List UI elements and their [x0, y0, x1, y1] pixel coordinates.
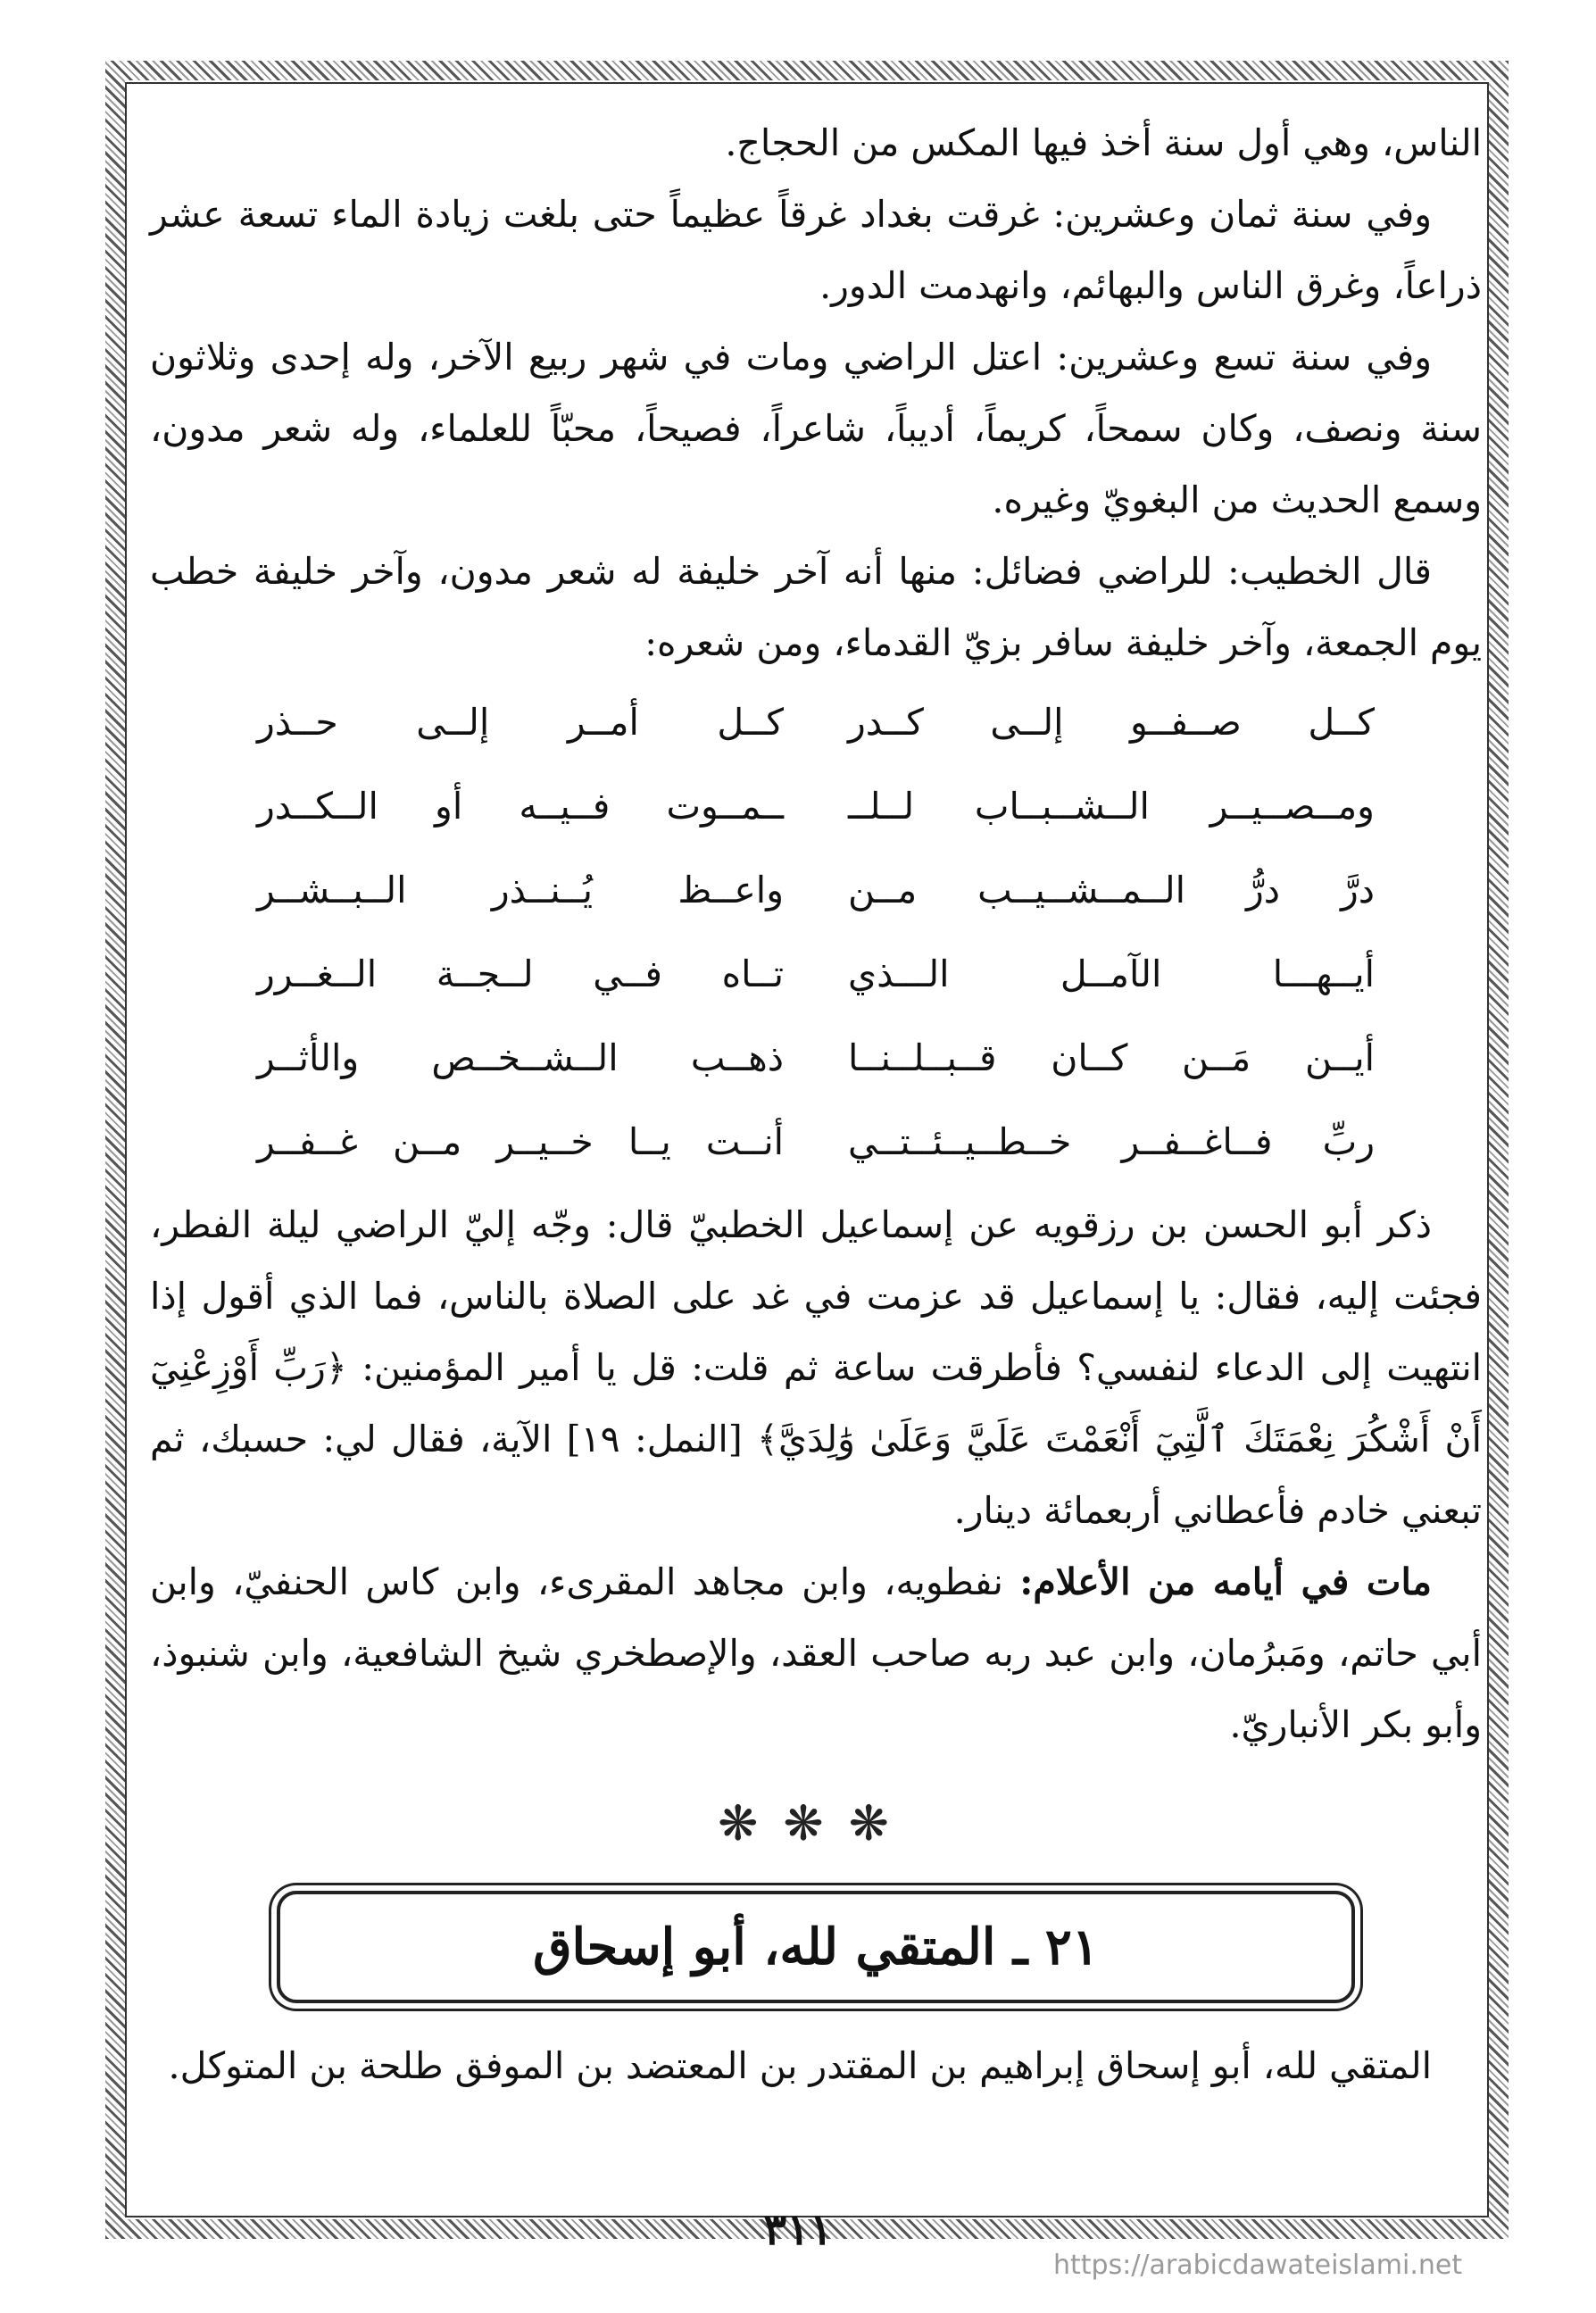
notables-label: مات في أيامه من الأعلام: — [1019, 1560, 1432, 1603]
poem-hemistich-first: درَّ درُّ الــمــشــيــب مــن — [848, 869, 1375, 911]
poem-hemistich-second: كــل أمــر إلــى حــذر — [257, 701, 784, 744]
poem-verse — [150, 932, 1482, 1016]
poem-hemistich-first: كــل صــفــو إلــى كــدر — [848, 701, 1375, 744]
poem-verse — [150, 764, 1482, 848]
paragraph: وفي سنة تسع وعشرين: اعتل الراضي ومات في شهر ربيع الآخر، وله إحدى وثلاثون سنة ونصف، وكان سمحاً، كريماً، أديباً، شاعراً، فصيحاً، محبّاً للعلماء، وله شعر مدون، وسمع الحديث من البغويّ وغيره. — [150, 336, 1482, 521]
poem-hemistich-second: ــمــوت فــيــه أو الــكــدر — [257, 785, 784, 828]
paragraph: المتقي لله، أبو إسحاق إبراهيم بن المقتدر بن المعتضد بن الموفق طلحة بن المتوكل. — [168, 2044, 1432, 2087]
page-number: ٣١١ — [763, 2205, 833, 2255]
poem-hemistich-second: تــاه فــي لــجــة الــغــرر — [257, 953, 784, 995]
notables-paragraph — [150, 1546, 1482, 1760]
watermark: https://arabicdawateislami.net — [1053, 2250, 1463, 2281]
poem-hemistich-second: أنــت يــا خــيــر مــن غــفــر — [257, 1120, 784, 1163]
section-heading-box — [277, 1891, 1355, 2003]
poem-verse — [150, 1100, 1482, 1184]
page-content — [150, 107, 1482, 2101]
poem-hemistich-second: واعــظ يُــنــذر الــبــشــر — [257, 869, 784, 911]
paragraph: وفي سنة ثمان وعشرين: غرقت بغداد غرقاً عظيماً حتى بلغت زيادة الماء تسعة عشر ذراعاً، وغرق الناس والبهائم، وانهدمت الدور. — [150, 193, 1482, 307]
section-heading: ٢١ ـ المتقي لله، أبو إسحاق — [533, 1918, 1099, 1976]
poem-hemistich-first: أيــن مَــن كــان قــبــلــنــا — [848, 1036, 1375, 1079]
poem-verse — [150, 1016, 1482, 1100]
paragraph: ذكر أبو الحسن بن رزقويه عن إسماعيل الخطبيّ قال: وجّه إليّ الراضي ليلة الفطر، فجئت إليه، فقال: يا إسماعيل قد عزمت في غد على الصلاة بالناس، فما الذي أقول إذا انتهيت إلى الدعاء لنفسي؟ فأطرقت ساعة ثم قلت: قل يا أمير المؤمنين: ﴿رَبِّ أَوْزِعْنِيٓ أَنْ أَشْكُرَ نِعْمَتَكَ ٱلَّتِيٓ أَنْعَمْتَ عَلَيَّ وَعَلَىٰ وَٰلِدَيَّ﴾ [النمل: ١٩] الآية، فقال لي: حسبك، ثم تبعني خادم فأعطاني أربعمائة دينار. — [150, 1203, 1483, 1532]
poem-hemistich-first: ربِّ فــاغــفــر خــطــيــئــتــي — [848, 1120, 1375, 1163]
notables-text: نفطويه، وابن مجاهد المقرىء، وابن كاس الحنفيّ، وابن أبي حاتم، ومَبرُمان، وابن عبد ربه صاحب العقد، والإصطخري شيخ الشافعية، وابن شنبوذ، وأبو بكر الأنباريّ. — [150, 1560, 1482, 1746]
paragraph: الناس، وهي أول سنة أخذ فيها المكس من الحجاج. — [725, 121, 1482, 164]
paragraph: قال الخطيب: للراضي فضائل: منها أنه آخر خليفة له شعر مدون، وآخر خليفة خطب يوم الجمعة، وآخر خليفة سافر بزيّ القدماء، ومن شعره: — [150, 550, 1482, 664]
poem-hemistich-first: أيــهـــا الآمــل الـــذي — [848, 953, 1375, 995]
poem-verse — [150, 680, 1482, 764]
poem-hemistich-first: ومــصــيــر الــشــبــاب لــلــ — [848, 785, 1375, 828]
section-separator: ❋❋❋ — [718, 1795, 914, 1851]
poem — [150, 680, 1482, 1184]
poem-verse — [150, 848, 1482, 932]
poem-hemistich-second: ذهــب الــشــخــص والأثــر — [257, 1036, 784, 1079]
